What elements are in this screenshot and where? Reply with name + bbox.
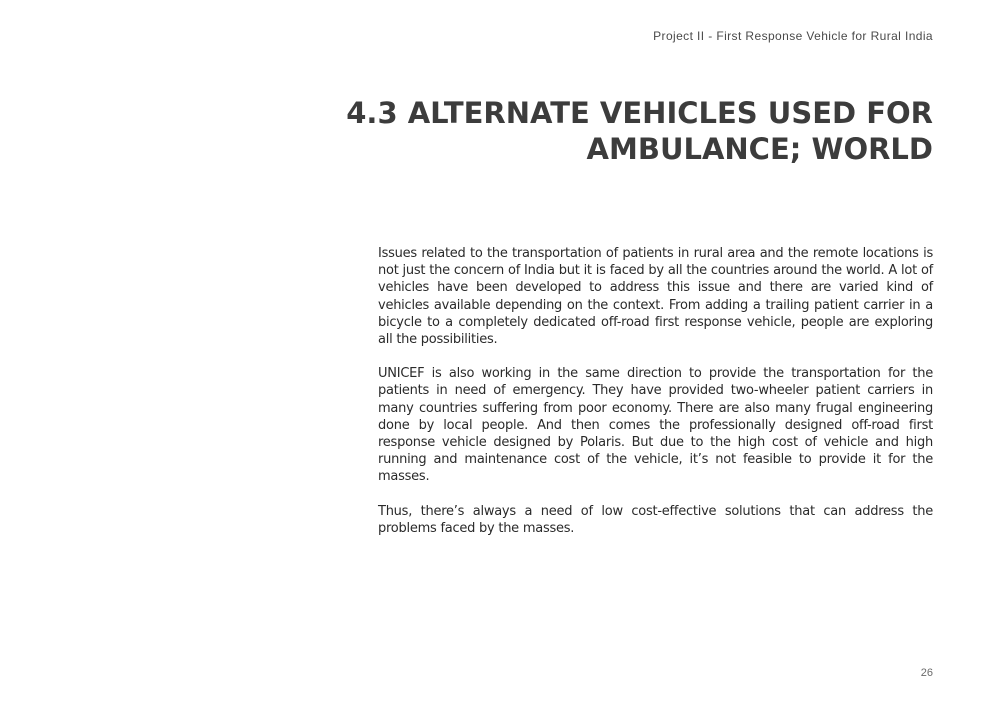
section-title-line-1: 4.3 ALTERNATE VEHICLES USED FOR — [346, 96, 933, 130]
paragraph: UNICEF is also working in the same direction to provide the transportation for the patients in need of emergency. They have provided two-wheeler patient carriers in many countries suffering from poor economy. There are also many frugal engineering done by local people. And then comes the professionally designed off-road first response vehicle designed by Polaris. But due to the high cost of vehicle and high running and maintenance cost of the vehicle, it’s not feasible to provide it for the masses. — [378, 366, 933, 485]
running-header: Project II - First Response Vehicle for Rural India — [653, 29, 933, 43]
page-number: 26 — [920, 667, 933, 679]
body-text — [378, 245, 933, 554]
paragraph: Thus, there’s always a need of low cost-effective solutions that can address the problems faced by the masses. — [378, 503, 933, 536]
section-title — [333, 95, 933, 167]
section-title-line-2: AMBULANCE; WORLD — [586, 132, 933, 166]
paragraph: Issues related to the transportation of patients in rural area and the remote locations is not just the concern of India but it is faced by all the countries around the world. A lot of vehicles have been developed to address this issue and there are varied kind of vehicles available depending on the context. From adding a trailing patient carrier in a bicycle to a completely dedicated off-road first response vehicle, people are exploring all the possibilities. — [378, 246, 933, 348]
